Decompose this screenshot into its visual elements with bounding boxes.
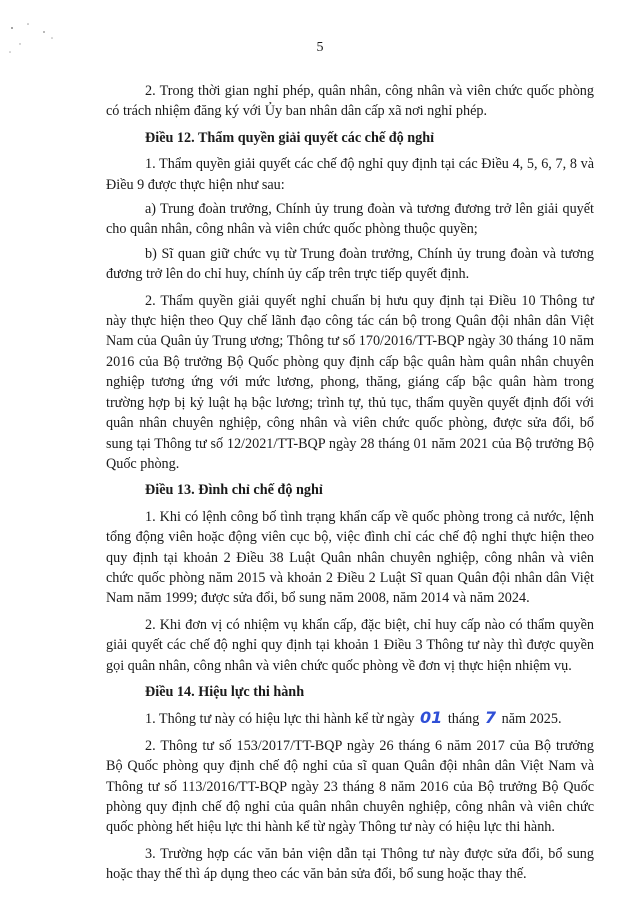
- article-12-heading: Điều 12. Thẩm quyền giải quyết các chế độ nghỉ: [145, 129, 435, 146]
- document-body: [106, 81, 594, 891]
- paragraph: 2. Trong thời gian nghỉ phép, quân nhân, công nhân và viên chức quốc phòng có trách nhiệm đăng ký với Ủy ban nhân dân cấp xã nơi nghỉ phép.: [106, 83, 594, 120]
- handwritten-month: 7: [484, 708, 497, 728]
- page-number: 5: [316, 40, 324, 55]
- paragraph: a) Trung đoàn trưởng, Chính ủy trung đoàn và tương đương trở lên giải quyết cho quân nhân, công nhân và viên chức quốc phòng thuộc quyền;: [106, 201, 594, 238]
- paragraph: 1. Thẩm quyền giải quyết các chế độ nghỉ quy định tại các Điều 4, 5, 6, 7, 8 và Điều 9 được thực hiện như sau:: [106, 156, 594, 193]
- paragraph: 1. Khi có lệnh công bố tình trạng khẩn cấp về quốc phòng trong cả nước, lệnh tổng động viên hoặc động viên cục bộ, việc đình chỉ các chế độ nghỉ thực hiện theo quy định tại khoản 2 Điều 38 Luật Quân nhân chuyên nghiệp, công nhân và viên chức quốc phòng năm 2015 và khoản 2 Điều 2 Luật Sĩ quan Quân đội nhân dân Việt Nam năm 1999; được sửa đổi, bổ sung năm 2008, năm 2014 và năm 2024.: [106, 508, 594, 607]
- article-14-heading: Điều 14. Hiệu lực thi hành: [145, 683, 305, 700]
- paragraph: 3. Trường hợp các văn bản viện dẫn tại Thông tư này được sửa đổi, bổ sung hoặc thay thế thì áp dụng theo các văn bản sửa đổi, bổ sung hoặc thay thế.: [106, 845, 594, 883]
- paragraph: 2. Khi đơn vị có nhiệm vụ khẩn cấp, đặc biệt, chỉ huy cấp nào có thẩm quyền giải quyết các chế độ nghỉ quy định tại khoản 1 Điều 3 Thông tư này thì được quyền gọi quân nhân, công nhân và viên chức quốc phòng về đơn vị thực hiện nhiệm vụ.: [106, 616, 594, 674]
- effect-text-before: 1. Thông tư này có hiệu lực thi hành kể từ ngày: [145, 711, 415, 728]
- paragraph: b) Sĩ quan giữ chức vụ từ Trung đoàn trưởng, Chính ủy trung đoàn và tương đương trở lên do chỉ huy, chính ủy cấp trên trực tiếp quyết định.: [106, 245, 594, 283]
- paragraph: 2. Thẩm quyền giải quyết nghỉ chuẩn bị hưu quy định tại Điều 10 Thông tư này thực hiện theo Quy chế lãnh đạo công tác cán bộ trong Quân đội nhân dân Việt Nam của Quân ủy Trung ương; Thông tư số 170/2016/TT-BQP ngày 30 tháng 10 năm 2016 của Bộ trưởng Bộ Quốc phòng quy định cấp bậc quân hàm quân nhân chuyên nghiệp tương ứng với mức lương, phong, thăng, giáng cấp bậc quân hàm trong trường hợp bị kỷ luật hạ bậc lương; trình tự, thủ tục, thẩm quyền quyết định đối với quân nhân chuyên nghiệp, công nhân và viên chức quốc phòng, được sửa đổi, bổ sung tại Thông tư số 12/2021/TT-BQP ngày 28 tháng 01 năm 2021 của Bộ trưởng Bộ Quốc phòng.: [106, 292, 594, 472]
- effective-date-paragraph: [106, 708, 594, 729]
- effect-text-middle: tháng: [447, 711, 480, 728]
- paragraph: 2. Thông tư số 153/2017/TT-BQP ngày 26 tháng 6 năm 2017 của Bộ trưởng Bộ Quốc phòng quy định chế độ nghỉ của sĩ quan Quân đội nhân dân Việt Nam và Thông tư số 113/2016/TT-BQP ngày 23 tháng 8 năm 2016 của Bộ trưởng Bộ Quốc phòng quy định chế độ nghỉ của quân nhân chuyên nghiệp, công nhân và viên chức quốc phòng hết hiệu lực thi hành kể từ ngày Thông tư này có hiệu lực thi hành.: [106, 737, 594, 836]
- handwritten-day: 01: [420, 708, 443, 728]
- article-13-heading: Điều 13. Đình chỉ chế độ nghỉ: [145, 482, 323, 499]
- effect-text-after: năm 2025.: [501, 711, 562, 728]
